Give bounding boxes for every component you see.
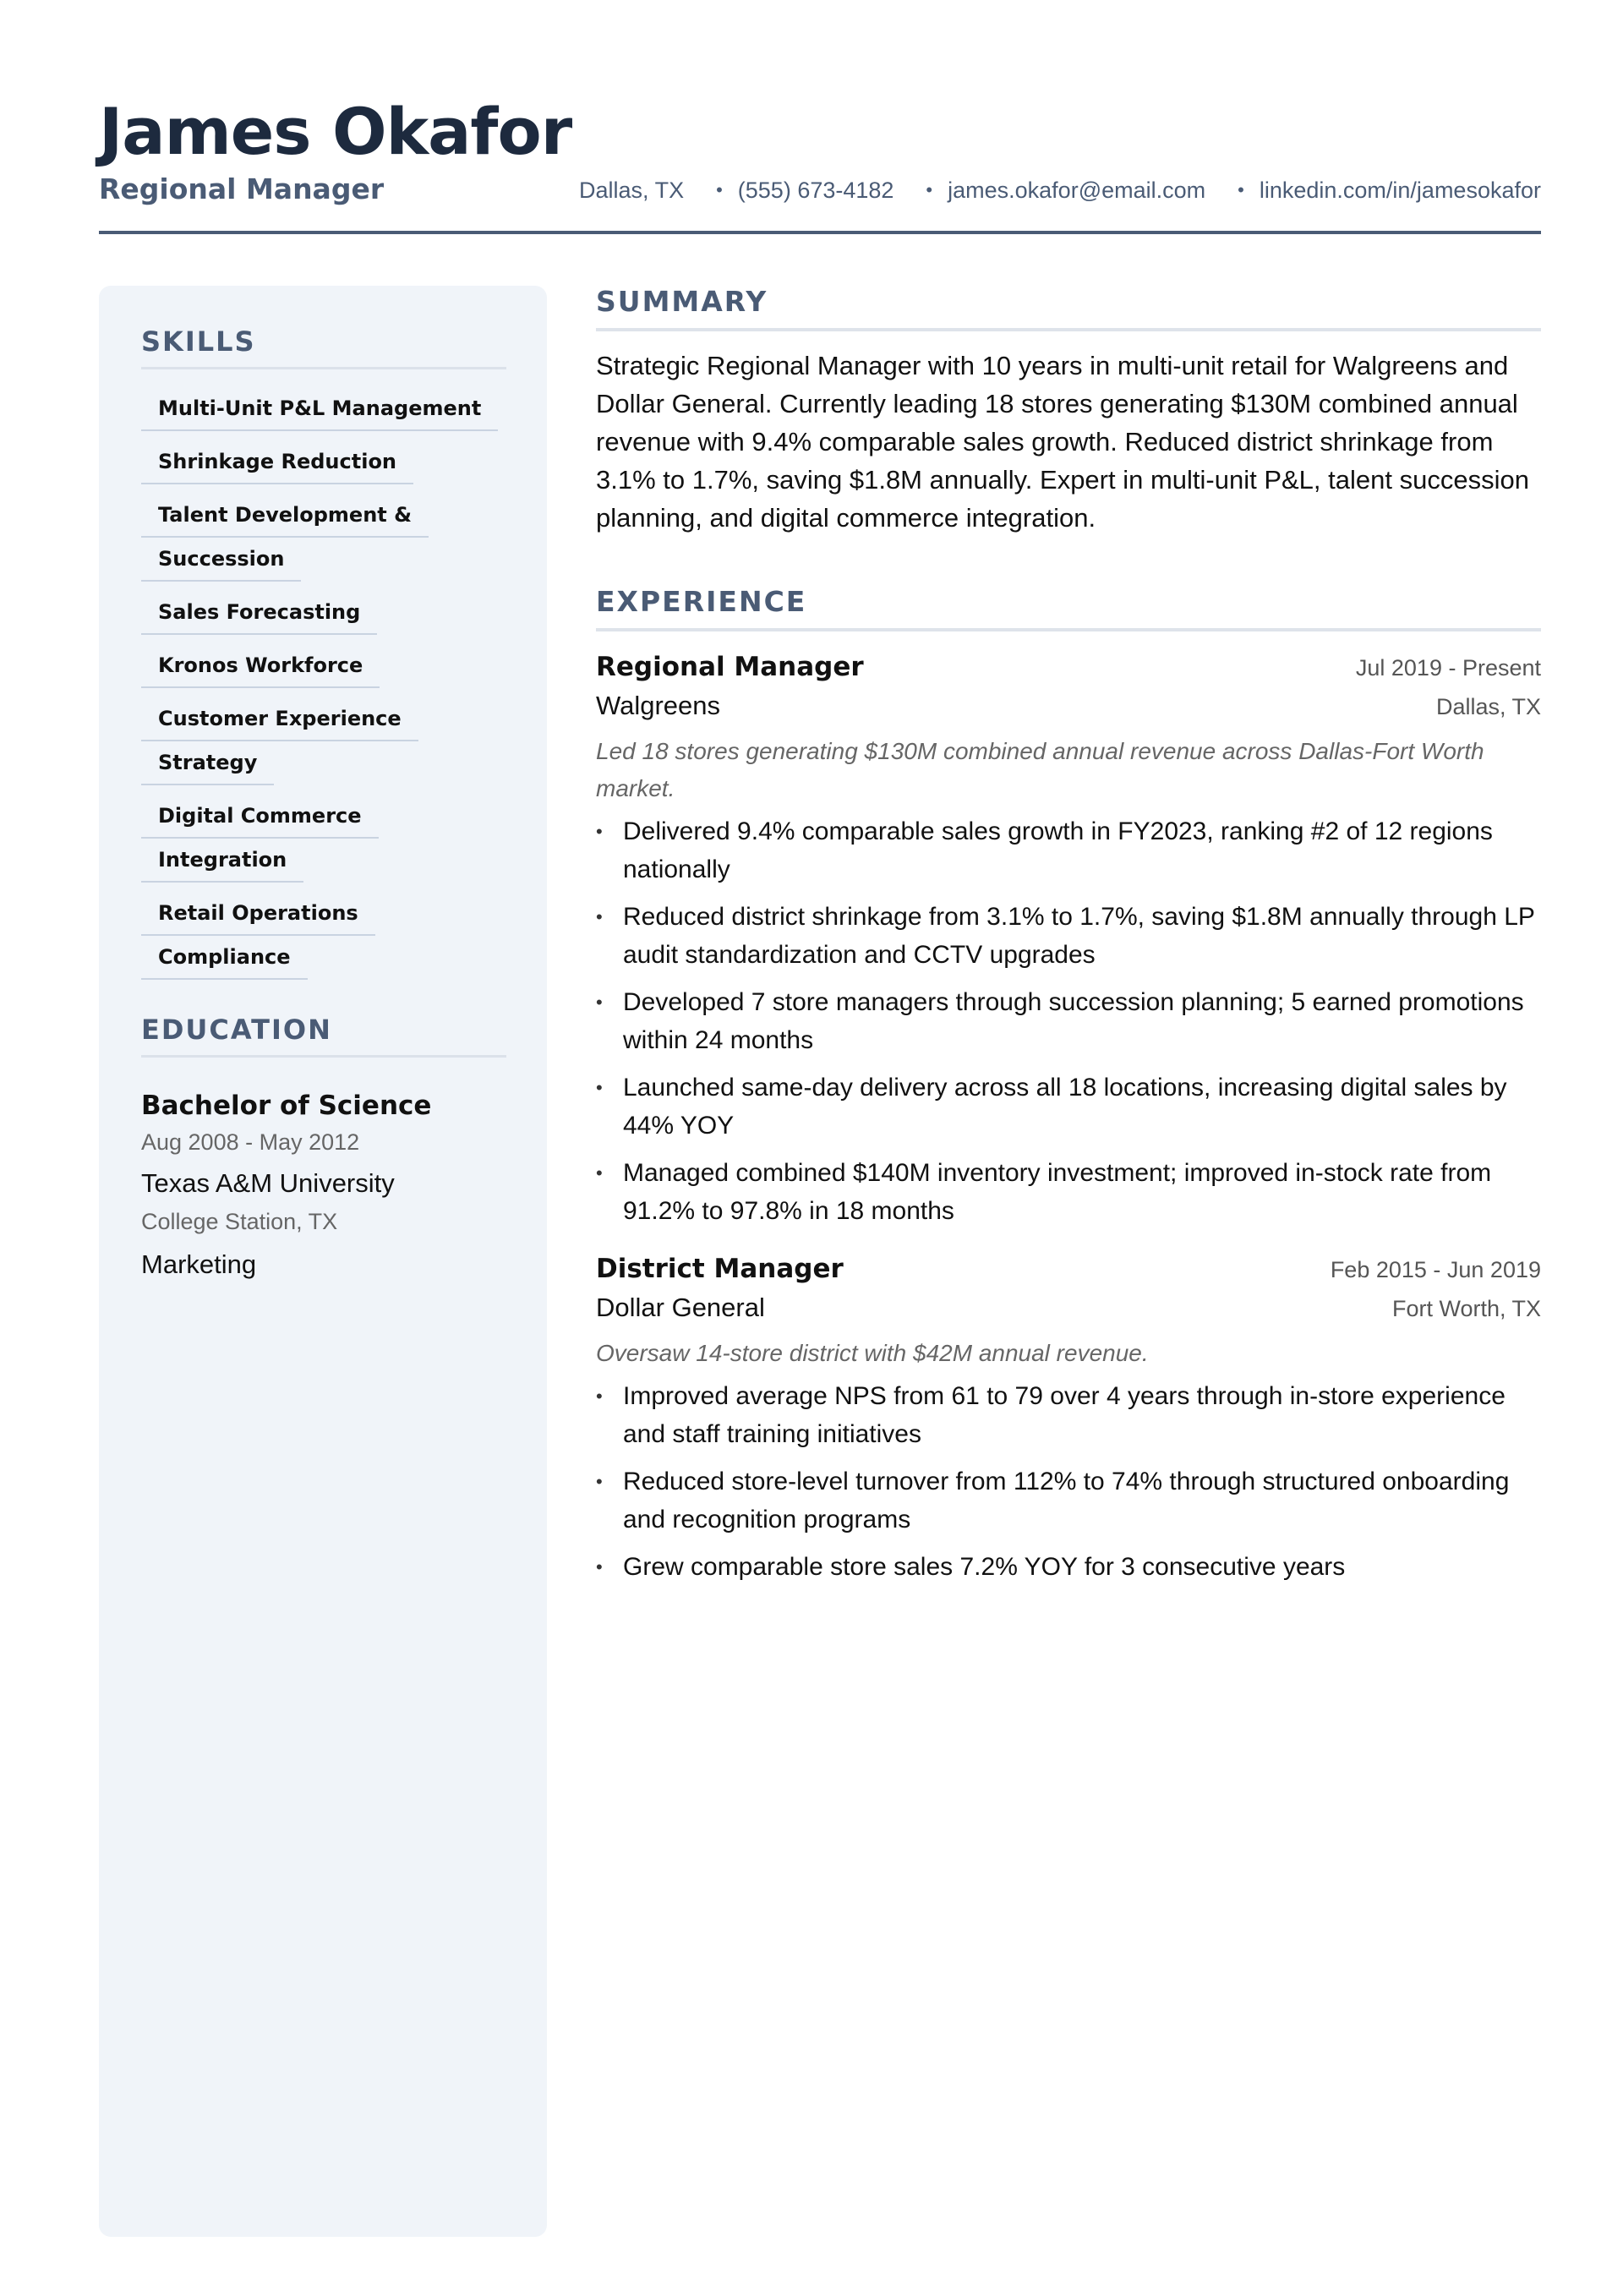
job-description: Oversaw 14-store district with $42M annual revenue.: [596, 1340, 1149, 1366]
candidate-title: Regional Manager: [99, 172, 385, 205]
skill-tag: Shrinkage Reduction: [141, 440, 413, 484]
job-title-row: [596, 648, 1541, 686]
job-company-row: [596, 1288, 1541, 1328]
job-company: Walgreens: [596, 691, 721, 720]
job-company: Dollar General: [596, 1293, 765, 1322]
contact-linkedin[interactable]: linkedin.com/in/jamesokafor: [1259, 178, 1541, 203]
skills-heading: SKILLS: [141, 325, 256, 358]
bullet-dot: •: [596, 1556, 603, 1577]
job-dates: Feb 2015 - Jun 2019: [1330, 1257, 1541, 1282]
skills-heading-rule: [141, 367, 506, 369]
education-entry: [141, 1089, 513, 1282]
job-location: Dallas, TX: [1435, 694, 1541, 719]
bullet-dot: •: [596, 1077, 603, 1098]
separator-dot: •: [716, 179, 723, 200]
job-bullet: [596, 983, 1541, 1059]
experience-heading: EXPERIENCE: [596, 585, 807, 618]
bullet-dot: •: [596, 992, 603, 1013]
bullet-text: Reduced store-level turnover from 112% to 74% through structured onboarding and recognition programs: [623, 1468, 1510, 1533]
job-title-row: [596, 1250, 1541, 1288]
job-company-row: [596, 686, 1541, 726]
contact-bar: [579, 176, 1541, 205]
skill-tag: Retail Operations: [141, 892, 375, 936]
bullet-dot: •: [596, 821, 603, 842]
education-heading: EDUCATION: [141, 1014, 332, 1046]
bullet-dot: •: [596, 1471, 603, 1492]
skill-tag: Sales Forecasting: [141, 591, 377, 635]
header-divider: [99, 231, 1541, 234]
skill-tag: Talent Development &: [141, 494, 429, 538]
job-bullet: [596, 1154, 1541, 1230]
job-entry: [596, 648, 1541, 1230]
experience-list: [596, 648, 1541, 1586]
skill-tag: Customer Experience: [141, 697, 418, 741]
skill-tag: Integration: [141, 839, 303, 883]
education-degree: Bachelor of Science: [141, 1091, 432, 1121]
job-bullets: [596, 1377, 1541, 1586]
contact-location: Dallas, TX: [579, 178, 685, 203]
main-column: [596, 284, 1541, 1595]
skill-tag: Digital Commerce: [141, 795, 379, 839]
job-bullet: [596, 1377, 1541, 1453]
bullet-text: Launched same-day delivery across all 18 locations, increasing digital sales by 44% YOY: [623, 1074, 1507, 1140]
bullet-dot: •: [596, 906, 603, 927]
skill-tag: Succession: [141, 538, 301, 582]
skill-tag: Multi-Unit P&L Management: [141, 387, 498, 431]
summary-heading-rule: [596, 328, 1541, 331]
bullet-text: Managed combined $140M inventory investment; improved in-stock rate from 91.2% to 97.8% in 18 months: [623, 1159, 1492, 1225]
bullet-dot: •: [596, 1386, 603, 1407]
job-dates: Jul 2019 - Present: [1355, 655, 1541, 681]
summary-text: Strategic Regional Manager with 10 years in multi-unit retail for Walgreens and Dollar General. Currently leading 18 stores generating $130M combined annual revenue with 9.4% comparable sales growth. Reduced district shrinkage from 3.1% to 1.7%, saving $1.8M annually. Expert in multi-unit P&L, talent succession planning, and digital commerce integration.: [596, 351, 1529, 533]
education-field: Marketing: [141, 1249, 257, 1279]
job-bullet: [596, 1069, 1541, 1145]
job-bullets: [596, 812, 1541, 1230]
job-bullet: [596, 898, 1541, 974]
skill-tag: Compliance: [141, 936, 308, 980]
bullet-text: Improved average NPS from 61 to 79 over 4 years through in-store experience and staff training initiatives: [623, 1382, 1506, 1448]
contact-phone[interactable]: (555) 673-4182: [737, 178, 894, 203]
bullet-text: Reduced district shrinkage from 3.1% to 1.7%, saving $1.8M annually through LP audit standardization and CCTV upgrades: [623, 903, 1535, 969]
bullet-text: Delivered 9.4% comparable sales growth in FY2023, ranking #2 of 12 regions nationally: [623, 817, 1493, 883]
separator-dot: •: [1238, 179, 1244, 200]
education-location: College Station, TX: [141, 1209, 338, 1234]
education-school: Texas A&M University: [141, 1168, 395, 1198]
summary-heading: SUMMARY: [596, 285, 768, 318]
job-location: Fort Worth, TX: [1391, 1296, 1541, 1321]
job-bullet: [596, 1462, 1541, 1539]
job-bullet: [596, 1548, 1541, 1586]
sidebar: [99, 286, 547, 2237]
bullet-dot: •: [596, 1162, 603, 1184]
job-title: Regional Manager: [596, 652, 864, 682]
skills-list: [141, 387, 513, 989]
job-description: Led 18 stores generating $130M combined annual revenue across Dallas-Fort Worth market.: [596, 738, 1484, 801]
job-title: District Manager: [596, 1254, 844, 1284]
experience-heading-rule: [596, 628, 1541, 631]
job-bullet: [596, 812, 1541, 888]
skill-tag: Strategy: [141, 741, 274, 785]
job-entry: [596, 1250, 1541, 1586]
contact-email[interactable]: james.okafor@email.com: [948, 178, 1206, 203]
education-dates: Aug 2008 - May 2012: [141, 1129, 360, 1155]
bullet-text: Grew comparable store sales 7.2% YOY for 3 consecutive years: [623, 1553, 1346, 1581]
bullet-text: Developed 7 store managers through succession planning; 5 earned promotions within 24 months: [623, 988, 1524, 1054]
candidate-name: James Okafor: [99, 94, 572, 169]
separator-dot: •: [926, 179, 933, 200]
skill-tag: Kronos Workforce: [141, 644, 380, 688]
education-heading-rule: [141, 1055, 506, 1058]
